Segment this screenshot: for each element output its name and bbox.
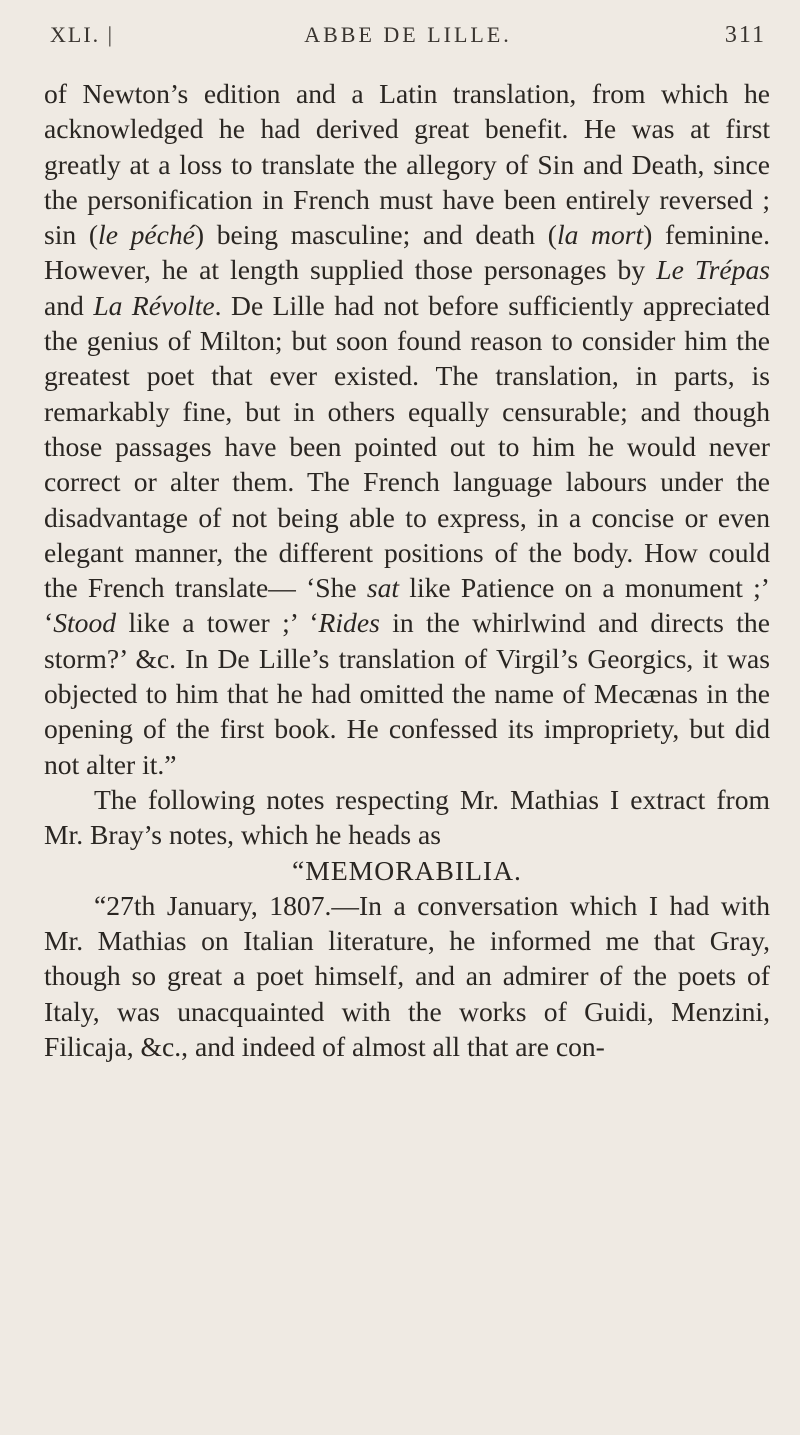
italic-phrase: sat (366, 572, 400, 604)
text-run: ) being masculine; and death ( (194, 219, 557, 251)
text-run: . De Lille had not before sufficiently appreciated the genius of Milton; but soon found reason to consider him the greatest poet that ever existed. The translation, in parts, is remarkably fine, but in others equally censurable; and though those passages have been pointed out to him he would never correct or alter them. The French language labours under the disadvantage of not being able to express, in a concise or even elegant manner, the different positions of the body. How could the French translate— ‘She (44, 289, 770, 604)
section-heading: “MEMORABILIA. (292, 854, 522, 886)
italic-phrase: Le Trépas (656, 254, 771, 286)
running-head (50, 14, 766, 54)
text-run: in the whirlwind and directs the storm?’ &c. In De Lille’s translation of Virgil’s Georgics, it was objected to him that he had omitted the name of Mecænas in the opening of the first book. He confessed its impropriety, but did not alter it.” (44, 607, 770, 780)
running-title: ABBE DE LILLE. (304, 22, 512, 47)
paragraph-2: The following notes respecting Mr. Mathias I extract from Mr. Bray’s notes, which he heads as (44, 783, 770, 851)
body-text (44, 76, 770, 1064)
italic-phrase: La Révolte (93, 289, 215, 321)
italic-phrase: Stood (53, 607, 117, 639)
text-run: of Newton’s edition and a Latin translation, from which he acknowledged he had derived great benefit. He was at first greatly at a loss to translate the allegory of Sin and Death, since the personification in French must have been entirely reversed ; sin ( (44, 78, 770, 251)
italic-phrase: le péché (98, 219, 195, 251)
italic-phrase: la mort (556, 219, 644, 251)
paragraph-1 (44, 76, 770, 782)
text-run: ) feminine. However, he at length supplied those personages by (44, 219, 770, 286)
text-run: like Patience on a monument ;’ ‘ (44, 572, 770, 639)
page-number: 311 (724, 22, 766, 48)
text-run: like a tower ;’ ‘ (116, 607, 319, 639)
chapter-number: XLI. | (50, 22, 115, 47)
text-run: and (44, 289, 94, 321)
italic-phrase: Rides (318, 607, 380, 639)
paragraph-3: “27th January, 1807.—In a conversation which I had with Mr. Mathias on Italian literature, he informed me that Gray, though so great a poet himself, and an admirer of the poets of Italy, was unacquainted with the works of Guidi, Menzini, Filicaja, &c., and indeed of almost all that are con- (44, 889, 770, 1063)
